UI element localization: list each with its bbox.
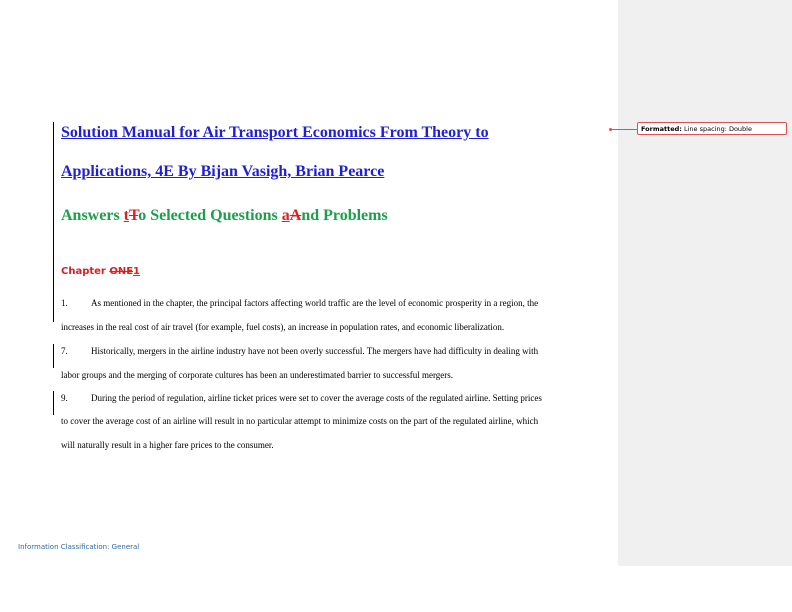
paragraph-3-line-2: to cover the average cost of an airline will result in no particular attempt to minimize costs on the part of the regulated airline, which — [61, 416, 539, 426]
tracked-insertion: 1 — [133, 266, 141, 277]
tracked-deletion: ONE — [109, 266, 134, 277]
change-bar — [53, 344, 54, 368]
paragraph-number: 9. — [61, 393, 68, 403]
markup-pane — [618, 0, 792, 566]
comment-text: Line spacing: Double — [681, 125, 752, 133]
tracked-insertion: t — [123, 207, 129, 224]
chapter-heading — [61, 266, 140, 277]
formatting-comment-balloon[interactable] — [637, 122, 787, 135]
paragraph-number: 1. — [61, 298, 68, 308]
tracked-deletion: T — [129, 207, 139, 224]
document-subtitle — [61, 207, 388, 225]
paragraph-text: During the period of regulation, airline ticket prices were set to cover the average costs of the regulated airline. Setting prices — [91, 393, 542, 403]
paragraph-2-line-2: labor groups and the merging of corporate cultures has been an underestimated barrier to successful mergers. — [61, 370, 454, 380]
classification-footer: Information Classification: General — [18, 543, 140, 551]
document-title-line-1[interactable]: Solution Manual for Air Transport Economics From Theory to — [61, 124, 489, 141]
comment-label: Formatted: — [641, 125, 682, 133]
change-bar — [53, 391, 54, 415]
tracked-deletion: A — [289, 207, 302, 224]
subtitle-text: Answers — [61, 207, 124, 224]
paragraph-text: As mentioned in the chapter, the principal factors affecting world traffic are the level of economic prosperity in a region, the — [91, 298, 539, 308]
paragraph-text: Historically, mergers in the airline industry have not been overly successful. The mergers have had difficulty in dealing with — [91, 346, 539, 356]
subtitle-text: o Selected Questions — [138, 207, 282, 224]
paragraph-3-line-3: will naturally result in a higher fare prices to the consumer. — [61, 440, 274, 450]
subtitle-text: nd Problems — [301, 207, 388, 224]
chapter-label: Chapter — [61, 266, 110, 277]
paragraph-3-line-1 — [61, 393, 542, 403]
paragraph-number: 7. — [61, 346, 68, 356]
paragraph-1-line-2: increases in the real cost of air travel (for example, fuel costs), an increase in population rates, and economic liberalization. — [61, 322, 505, 332]
change-bar — [53, 122, 54, 322]
tracked-insertion: a — [281, 207, 290, 224]
document-title-line-2[interactable]: Applications, 4E By Bijan Vasigh, Brian Pearce — [61, 163, 385, 180]
paragraph-2-line-1 — [61, 346, 538, 356]
markup-pane-bottom — [618, 566, 792, 612]
paragraph-1-line-1 — [61, 298, 538, 308]
comment-connector-line — [612, 129, 637, 130]
